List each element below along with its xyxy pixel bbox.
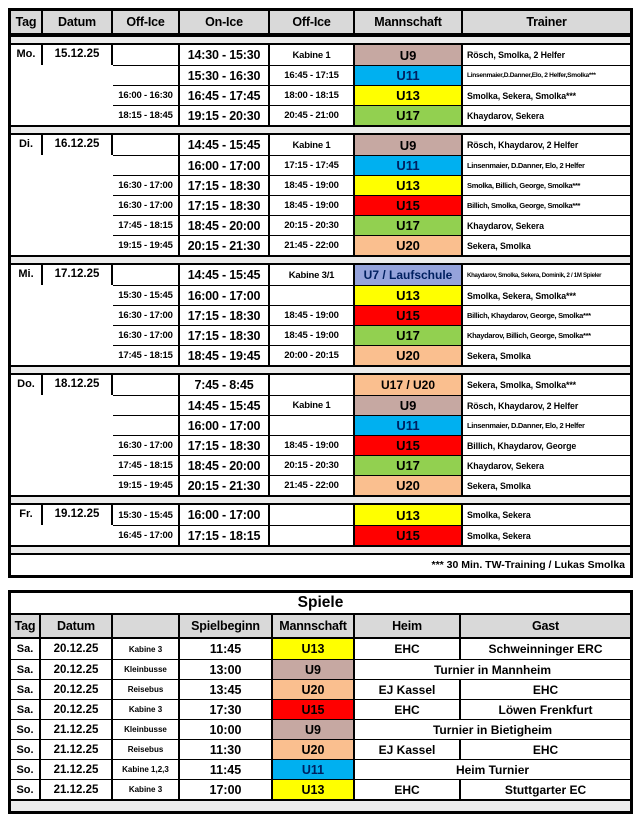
trainer-cell: Smolka, Sekera, Smolka*** [463, 85, 630, 105]
day-block [11, 265, 630, 365]
office2-cell [270, 505, 355, 525]
team-badge: U17 [355, 455, 463, 475]
onice-cell: 16:00 - 17:00 [180, 505, 270, 525]
date-cell: 19.12.25 [43, 505, 113, 525]
day-cell: Mo. [11, 45, 43, 65]
team-badge: U15 [355, 305, 463, 325]
merged-event-cell: Turnier in Mannheim [355, 659, 630, 679]
office2-cell: 20:15 - 20:30 [270, 455, 355, 475]
guest-cell: Schweinninger ERC [488, 642, 603, 656]
onice-cell: 14:45 - 15:45 [180, 135, 270, 155]
office2-cell: Kabine 3/1 [270, 265, 355, 285]
game-row [11, 639, 630, 659]
office1-cell: 17:45 - 18:15 [113, 215, 180, 235]
team-badge: U20 [355, 475, 463, 495]
game-row [11, 759, 630, 779]
column-header-transport [113, 615, 180, 637]
onice-cell: 15:30 - 16:30 [180, 65, 270, 85]
office1-cell: 16:30 - 17:00 [113, 195, 180, 215]
game-day-cell: So. [11, 779, 41, 799]
office1-cell [113, 415, 180, 435]
onice-cell: 17:15 - 18:30 [180, 305, 270, 325]
onice-cell: 16:45 - 17:45 [180, 85, 270, 105]
game-day-cell: Sa. [11, 679, 41, 699]
home-cell: EJ Kassel [355, 679, 461, 699]
onice-cell: 19:15 - 20:30 [180, 105, 270, 125]
game-time-cell: 17:30 [180, 699, 273, 719]
team-badge: U11 [355, 65, 463, 85]
trainer-cell: Rösch, Smolka, 2 Helfer [467, 50, 565, 60]
transport-cell: Reisebus [113, 739, 180, 759]
game-team-badge: U13 [273, 779, 355, 799]
game-date-cell: 21.12.25 [41, 779, 113, 799]
separator-band [11, 255, 630, 265]
game-day-cell: Sa. [11, 699, 41, 719]
trainer-cell: Sekera, Smolka, Smolka*** [467, 380, 576, 390]
office1-cell [113, 155, 180, 175]
game-date-cell: 21.12.25 [41, 759, 113, 779]
day-block [11, 135, 630, 255]
game-team-badge: U9 [273, 719, 355, 739]
office1-cell [113, 265, 180, 285]
team-badge: U17 [355, 215, 463, 235]
separator-band [11, 125, 630, 135]
game-day-cell: So. [11, 739, 41, 759]
column-header-trainer: Trainer [463, 11, 630, 33]
game-time-cell: 11:45 [180, 759, 273, 779]
game-row [11, 739, 630, 759]
day-cell: Do. [11, 375, 43, 395]
trainer-cell: Billich, Khaydarov, George [463, 435, 630, 455]
trainer-cell: Linsenmaier,D.Danner,Elo, 2 Helfer,Smolka*** [463, 65, 630, 85]
game-row [11, 679, 630, 699]
office2-cell: 18:45 - 19:00 [270, 435, 355, 455]
game-day-cell: So. [11, 759, 41, 779]
trainer-cell: Rösch, Khaydarov, 2 Helfer [463, 395, 630, 415]
merged-event-cell: Turnier in Bietigheim [355, 719, 630, 739]
separator-band [11, 35, 630, 45]
training-header-row [11, 11, 630, 35]
bottom-band [11, 799, 630, 811]
home-cell: EJ Kassel [355, 739, 461, 759]
office2-cell: 18:45 - 19:00 [270, 175, 355, 195]
trainer-cell: Sekera, Smolka [463, 235, 630, 255]
game-row [11, 719, 630, 739]
separator-band [11, 365, 630, 375]
trainer-cell: Linsenmaier, D.Danner, Elo, 2 Helfer [463, 415, 630, 435]
games-table [8, 590, 633, 814]
games-header-row [11, 615, 630, 639]
game-team-badge: U9 [273, 659, 355, 679]
day-block [11, 375, 630, 495]
game-row [11, 779, 630, 799]
team-badge: U11 [355, 415, 463, 435]
column-header-onice: On-Ice [180, 11, 270, 33]
office1-cell: 16:30 - 17:00 [113, 435, 180, 455]
office2-cell: Kabine 1 [270, 395, 355, 415]
transport-cell: Kleinbusse [113, 659, 180, 679]
team-badge: U9 [355, 135, 463, 155]
onice-cell: 17:15 - 18:15 [180, 525, 270, 545]
office2-cell: 18:00 - 18:15 [270, 85, 355, 105]
onice-cell: 14:45 - 15:45 [180, 265, 270, 285]
game-day-cell: Sa. [11, 639, 41, 659]
game-day-cell: Sa. [11, 659, 41, 679]
onice-cell: 18:45 - 20:00 [180, 215, 270, 235]
onice-cell: 16:00 - 17:00 [180, 155, 270, 175]
office1-cell [113, 375, 180, 395]
game-time-cell: 13:00 [180, 659, 273, 679]
trainer-cell: Linsenmaier, D.Danner, Elo, 2 Helfer [463, 155, 630, 175]
office1-cell [113, 65, 180, 85]
team-badge: U13 [355, 285, 463, 305]
office2-cell: 18:45 - 19:00 [270, 195, 355, 215]
trainer-cell: Sekera, Smolka [463, 475, 630, 495]
game-row [11, 699, 630, 719]
game-team-badge: U11 [273, 759, 355, 779]
office2-cell: 21:45 - 22:00 [270, 475, 355, 495]
game-row [11, 659, 630, 679]
column-header-gast: Gast [461, 615, 630, 637]
team-badge: U17 [355, 325, 463, 345]
team-badge: U17 / U20 [355, 375, 463, 395]
game-time-cell: 13:45 [180, 679, 273, 699]
onice-cell: 18:45 - 19:45 [180, 345, 270, 365]
office1-cell: 15:30 - 15:45 [113, 285, 180, 305]
office1-cell [113, 395, 180, 415]
games-title: Spiele [11, 593, 630, 615]
day-block [11, 505, 630, 545]
guest-cell: Stuttgarter EC [461, 779, 630, 799]
team-badge: U13 [355, 85, 463, 105]
trainer-cell: Khaydarov, Sekera [463, 215, 630, 235]
team-badge: U13 [355, 505, 463, 525]
office2-cell: Kabine 1 [270, 45, 355, 65]
game-time-cell: 11:45 [180, 639, 273, 659]
team-badge: U9 [355, 45, 463, 65]
trainer-cell: Smolka, Sekera, Smolka*** [463, 285, 630, 305]
team-badge: U17 [355, 105, 463, 125]
game-date-cell: 21.12.25 [41, 719, 113, 739]
column-header-datum: Datum [43, 11, 113, 33]
team-badge: U20 [355, 345, 463, 365]
onice-cell: 17:15 - 18:30 [180, 195, 270, 215]
onice-cell: 14:45 - 15:45 [180, 395, 270, 415]
guest-cell: EHC [461, 739, 630, 759]
game-day-cell: So. [11, 719, 41, 739]
office2-cell: 18:45 - 19:00 [270, 325, 355, 345]
training-table [8, 8, 633, 578]
trainer-cell: Billich, Smolka, George, Smolka*** [463, 195, 630, 215]
separator-band [11, 545, 630, 555]
office1-cell: 16:45 - 17:00 [113, 525, 180, 545]
date-cell: 15.12.25 [43, 45, 113, 65]
training-body [11, 35, 630, 545]
day-cell: Di. [11, 135, 43, 155]
team-badge: U11 [355, 155, 463, 175]
column-header-heim: Heim [355, 615, 461, 637]
home-cell: EHC [355, 699, 461, 719]
goalie-training-footnote: *** 30 Min. TW-Training / Lukas Smolka [431, 559, 625, 571]
column-header-mannschaft: Mannschaft [273, 615, 355, 637]
day-block [11, 45, 630, 125]
trainer-cell: Smolka, Sekera [467, 510, 531, 520]
date-cell: 16.12.25 [43, 135, 113, 155]
office1-cell: 16:30 - 17:00 [113, 325, 180, 345]
office1-cell: 16:30 - 17:00 [113, 305, 180, 325]
game-time-cell: 17:00 [180, 779, 273, 799]
game-team-badge: U20 [273, 739, 355, 759]
office2-cell: 20:00 - 20:15 [270, 345, 355, 365]
day-cell: Fr. [11, 505, 43, 525]
office1-cell: 16:30 - 17:00 [113, 175, 180, 195]
game-date-cell: 20.12.25 [41, 679, 113, 699]
team-badge: U20 [355, 235, 463, 255]
onice-cell: 17:15 - 18:30 [180, 325, 270, 345]
game-date-cell: 21.12.25 [41, 739, 113, 759]
column-header-spielbeginn: Spielbeginn [180, 615, 273, 637]
onice-cell: 20:15 - 21:30 [180, 475, 270, 495]
office1-cell: 19:15 - 19:45 [113, 235, 180, 255]
column-header-mannschaft: Mannschaft [355, 11, 463, 33]
team-badge: U15 [355, 195, 463, 215]
transport-cell: Kleinbusse [113, 719, 180, 739]
transport-cell: Kabine 3 [113, 639, 180, 659]
trainer-cell: Billich, Khaydarov, George, Smolka*** [463, 305, 630, 325]
office1-cell: 19:15 - 19:45 [113, 475, 180, 495]
office1-cell: 18:15 - 18:45 [113, 105, 180, 125]
office1-cell: 15:30 - 15:45 [113, 505, 180, 525]
day-cell: Mi. [11, 265, 43, 285]
office2-cell: 16:45 - 17:15 [270, 65, 355, 85]
trainer-cell: Khaydarov, Sekera [463, 455, 630, 475]
column-header-tag: Tag [11, 11, 43, 33]
office2-cell: Kabine 1 [270, 135, 355, 155]
date-cell: 17.12.25 [43, 265, 113, 285]
team-badge: U7 / Laufschule [355, 265, 463, 285]
transport-cell: Kabine 3 [113, 699, 180, 719]
game-time-cell: 11:30 [180, 739, 273, 759]
transport-cell: Kabine 3 [113, 779, 180, 799]
office2-cell [270, 285, 355, 305]
game-team-badge: U20 [273, 679, 355, 699]
merged-event-cell: Heim Turnier [355, 759, 630, 779]
game-date-cell: 20.12.25 [41, 639, 113, 659]
office2-cell [270, 375, 355, 395]
onice-cell: 17:15 - 18:30 [180, 175, 270, 195]
game-team-badge: U15 [273, 699, 355, 719]
home-cell: EHC [355, 639, 461, 659]
home-cell: EHC [355, 779, 461, 799]
team-badge: U15 [355, 525, 463, 545]
team-badge: U13 [355, 175, 463, 195]
guest-cell: Löwen Frenkfurt [461, 699, 630, 719]
game-team-badge: U13 [273, 639, 355, 659]
trainer-cell: Smolka, Sekera [463, 525, 630, 545]
office2-cell: 20:45 - 21:00 [270, 105, 355, 125]
date-cell: 18.12.25 [43, 375, 113, 395]
onice-cell: 18:45 - 20:00 [180, 455, 270, 475]
trainer-cell: Khaydarov, Billich, George, Smolka*** [463, 325, 630, 345]
office1-cell: 17:45 - 18:15 [113, 345, 180, 365]
onice-cell: 16:00 - 17:00 [180, 285, 270, 305]
office2-cell [270, 525, 355, 545]
office2-cell [270, 415, 355, 435]
onice-cell: 20:15 - 21:30 [180, 235, 270, 255]
office2-cell: 20:15 - 20:30 [270, 215, 355, 235]
transport-cell: Kabine 1,2,3 [113, 759, 180, 779]
team-badge: U15 [355, 435, 463, 455]
column-header-office-1: Off-Ice [113, 11, 180, 33]
office1-cell [113, 135, 180, 155]
game-time-cell: 10:00 [180, 719, 273, 739]
column-header-tag: Tag [11, 615, 41, 637]
onice-cell: 7:45 - 8:45 [180, 375, 270, 395]
trainer-cell: Smolka, Billich, George, Smolka*** [463, 175, 630, 195]
office2-cell: 17:15 - 17:45 [270, 155, 355, 175]
guest-cell: EHC [461, 679, 630, 699]
onice-cell: 17:15 - 18:30 [180, 435, 270, 455]
games-body [11, 639, 630, 799]
team-badge: U9 [355, 395, 463, 415]
office1-cell [113, 45, 180, 65]
separator-band [11, 495, 630, 505]
column-header-office-2: Off-Ice [270, 11, 355, 33]
transport-cell: Reisebus [113, 679, 180, 699]
office1-cell: 16:00 - 16:30 [113, 85, 180, 105]
trainer-cell: Khaydarov, Sekera [463, 105, 630, 125]
onice-cell: 14:30 - 15:30 [180, 45, 270, 65]
onice-cell: 16:00 - 17:00 [180, 415, 270, 435]
column-header-datum: Datum [41, 615, 113, 637]
office2-cell: 21:45 - 22:00 [270, 235, 355, 255]
game-date-cell: 20.12.25 [41, 659, 113, 679]
office2-cell: 18:45 - 19:00 [270, 305, 355, 325]
trainer-cell: Sekera, Smolka [463, 345, 630, 365]
game-date-cell: 20.12.25 [41, 699, 113, 719]
trainer-cell: Khaydarov, Smolka, Sekera, Dominik, 2 / 1M Spieler [467, 271, 602, 279]
office1-cell: 17:45 - 18:15 [113, 455, 180, 475]
trainer-cell: Rösch, Khaydarov, 2 Helfer [467, 140, 579, 150]
